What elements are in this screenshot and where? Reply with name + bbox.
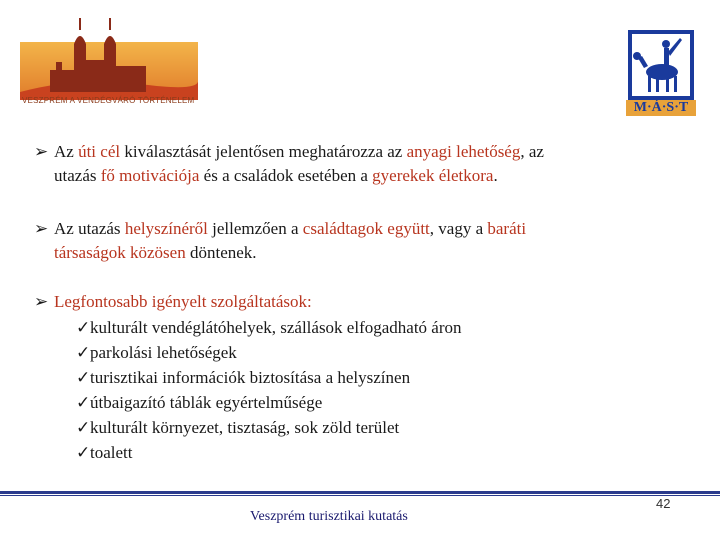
highlight-term: baráti — [487, 219, 527, 238]
highlight-term: családtagok együtt — [302, 219, 430, 238]
checkmark-icon: ✓ — [76, 418, 91, 437]
bullet-destination: ➢ Az úti cél kiválasztását jelentősen meghatározza az anyagi lehetőség, az utazás fő motivációja és a családok esetében a gyerekek életkora. — [34, 142, 544, 185]
services-heading: Legfontosabb igényelt szolgáltatások: — [54, 292, 312, 311]
footer-divider — [0, 491, 720, 494]
highlight-term: fő motivációja — [100, 166, 200, 185]
service-item: ✓ kulturált környezet, tisztaság, sok zöld terület — [76, 416, 399, 441]
bullet-decision: ➢ Az utazás helyszínéről jellemzően a családtagok együtt, vagy a baráti társaságok közösen döntenek. — [34, 219, 527, 262]
arrow-bullet-icon: ➢ — [34, 142, 49, 161]
highlight-term: gyerekek életkora — [372, 166, 494, 185]
highlight-term: anyagi lehetőség — [406, 142, 521, 161]
service-item: ✓ turisztikai információk biztosítása a helyszínen — [76, 366, 410, 391]
highlight-term: úti cél — [78, 142, 121, 161]
checkmark-icon: ✓ — [76, 343, 91, 362]
checkmark-icon: ✓ — [76, 368, 91, 387]
service-item: ✓ parkolási lehetőségek — [76, 341, 237, 366]
mast-label: M·Á·S·T — [626, 100, 696, 116]
arrow-bullet-icon: ➢ — [34, 292, 49, 311]
page-number: 42 — [656, 496, 671, 511]
checkmark-icon: ✓ — [76, 393, 91, 412]
service-item: ✓ útbaigazító táblák egyértelműsége — [76, 391, 322, 416]
highlight-term: társaságok közösen — [54, 243, 186, 262]
footer-text: Veszprém turisztikai kutatás — [250, 509, 408, 524]
bullet-services — [34, 290, 694, 314]
highlight-term: helyszínéről — [124, 219, 208, 238]
service-item: ✓ kulturált vendéglátóhelyek, szállások elfogadható áron — [76, 316, 462, 341]
checkmark-icon: ✓ — [76, 318, 91, 337]
arrow-bullet-icon: ➢ — [34, 219, 49, 238]
footer-divider-thin — [0, 495, 720, 496]
logo-caption: VESZPRÉM A VENDÉGVÁRÓ TÖRTÉNELEM — [22, 96, 195, 105]
checkmark-icon: ✓ — [76, 443, 91, 462]
service-item: ✓ toalett — [76, 441, 132, 466]
mast-logo — [626, 28, 696, 118]
